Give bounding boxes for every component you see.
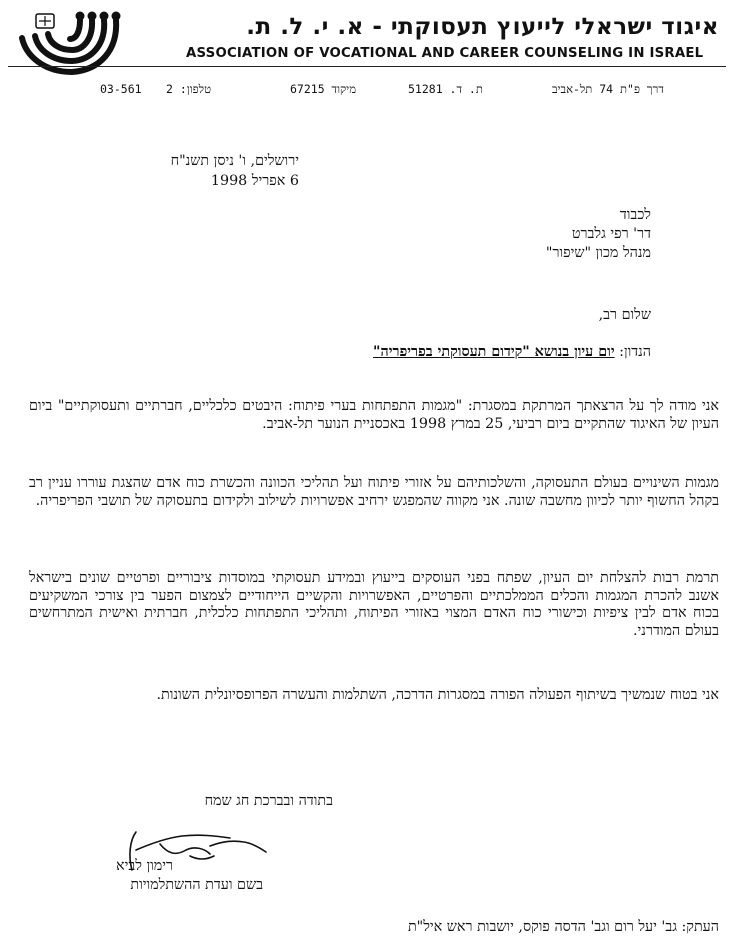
letterhead-divider <box>8 66 726 67</box>
date-gregorian: 6 אפריל 1998 <box>210 173 299 189</box>
sender-name: רימון לביא <box>116 858 173 874</box>
greeting: שלום רב, <box>598 307 651 323</box>
subject-label: הנדון: <box>619 344 651 360</box>
association-logo-icon <box>14 6 132 78</box>
org-name-english: ASSOCIATION OF VOCATIONAL AND CAREER COUNSELING IN ISRAEL <box>186 46 704 61</box>
subject-text: יום עיון בנושא "קידום תעסוקתי בפריפריה" <box>373 344 615 360</box>
cc-line: העתק: גב' יעל רום וגב' הדסה פוקס, יושבות ראש איל"ת <box>407 919 719 935</box>
paragraph-3: תרמת רבות להצלחת יום העיון, שפתח בפני העוסקים בייעוץ ובמידע תעסוקתי במוסדות ציבוריים ופרטיים שונים בישראל אשנב להכרת המגמות והכלים הממלכתיים והפרטיים, האפשרויות והקשיים הייחודיים לצמצום הפער בין צורכי המשקיעים בכוח אדם לבין ציפיות וכישורי כוח האדם המצוי באזורי הפיתוח, ותהליכי התפתחות כלכלית, חברתית ואישית המתרחשים בעולם המודרני. <box>29 570 719 639</box>
paragraph-2: מגמות השינויים בעולם התעסוקה, והשלכותיהם על אזורי פיתוח ועל תהליכי הכוונה והכשרת כוח אדם שהצגת עוררו עניין רב בקהל החשוף יותר לכיוון מחשבה שונה. אני מקווה שהמפגש ירחיב אפשרויות לשילוב ולקידום בתעסוקה של תושבי הפריפריה. <box>29 475 719 509</box>
recipient-title: מנהל מכון "שיפור" <box>545 245 651 261</box>
phone-label: טלפון: 2 <box>166 82 212 96</box>
org-name-hebrew: איגוד ישראלי לייעוץ תעסוקתי - א. י. ל. ת. <box>246 14 719 40</box>
date-hebrew: ירושלים, ו' ניסן תשנ"ח <box>170 153 299 169</box>
recipient-name: דר' רפי גלברט <box>571 226 651 242</box>
po-box: ת. ד. 51281 <box>408 82 483 96</box>
contact-info <box>100 82 726 102</box>
zip-code: מיקוד 67215 <box>290 82 357 96</box>
closing: בתודה ובברכת חג שמח <box>204 793 333 809</box>
street-address: דרך פ"ת 74 תל-אביב <box>552 82 664 96</box>
paragraph-4: אני בטוח שנמשיך בשיתוף הפעולה הפורה במסגרות הדרכה, השתלמות והעשרה הפרופסיונלית השונות. <box>156 687 719 703</box>
subject-line <box>373 343 651 361</box>
paragraph-1: אני מודה לך על הרצאתך המרתקת במסגרת: "מגמות התפתחות בערי פיתוח: היבטים כלכליים, חברתיים ותעסוקתיים" ביום העיון של האיגוד שהתקיים ביום רביעי, 25 במרץ 1998 באכסניית הנוער תל-אביב. <box>29 398 719 432</box>
sender-committee: בשם ועדת ההשתלמויות <box>130 877 263 893</box>
phone-number: 03-561 <box>100 82 142 96</box>
recipient-honorific: לכבוד <box>619 207 651 223</box>
